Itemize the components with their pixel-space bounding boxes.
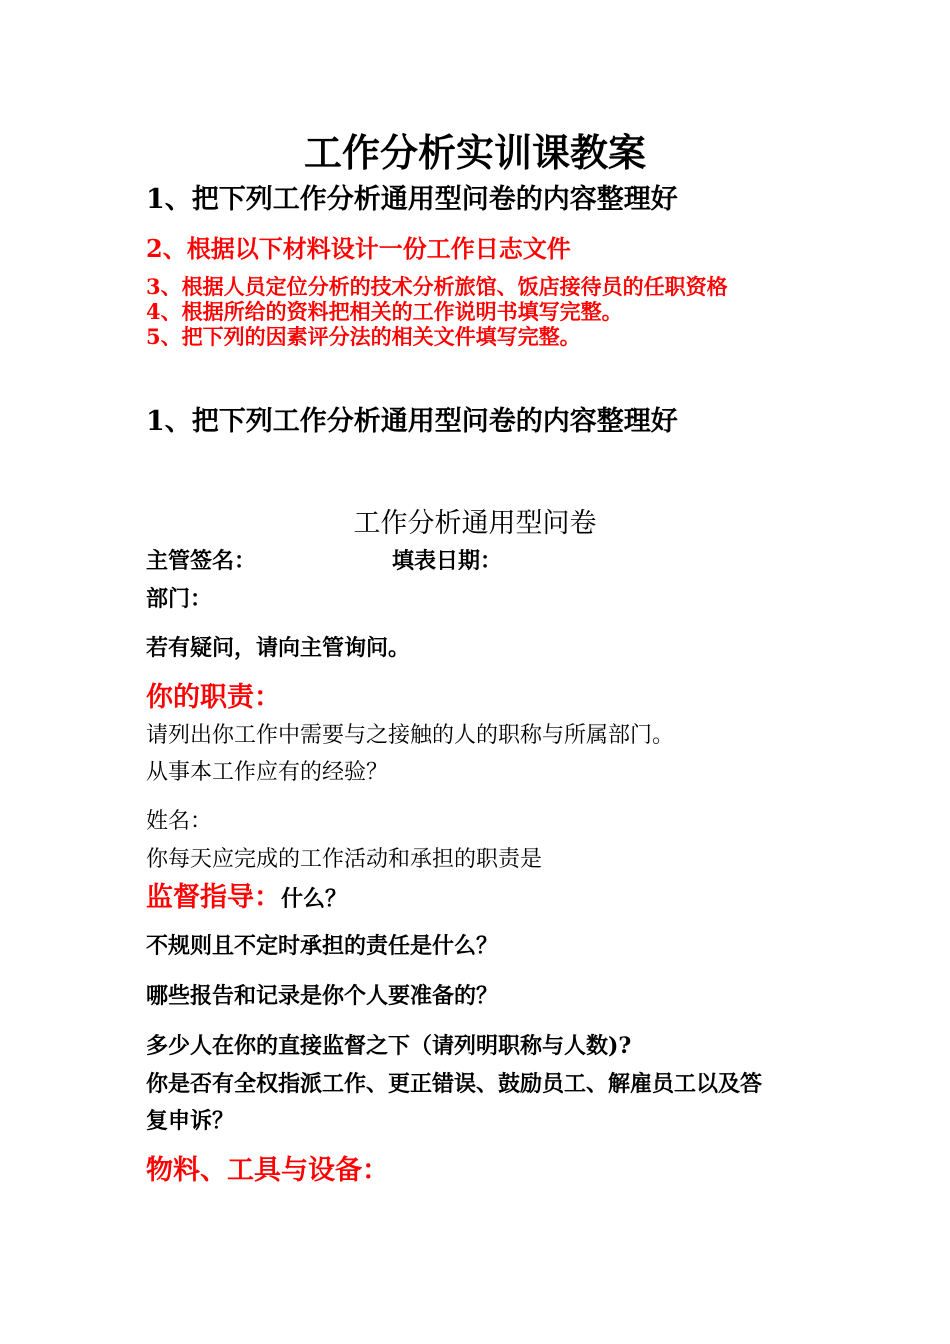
task-1: 1、把下列工作分析通用型问卷的内容整理好 [146, 184, 678, 215]
supervision-line [146, 884, 347, 911]
question-subordinates: 多少人在你的直接监督之下（请列明职称与人数)? [146, 1033, 632, 1059]
question-contacts: 请列出你工作中需要与之接触的人的职称与所属部门。 [146, 723, 675, 748]
task-4: 4、根据所给的资料把相关的工作说明书填写完整。 [146, 299, 623, 324]
question-daily-duties-tail: 什么？ [281, 886, 348, 912]
name-label: 姓名： [146, 809, 213, 834]
question-authority-line1: 你是否有全权指派工作、更正错误、鼓励员工、解雇员工以及答 [146, 1071, 763, 1097]
materials-heading: 物料、工具与设备： [146, 1155, 389, 1186]
document-title: 工作分析实训课教案 [303, 130, 646, 175]
question-daily-duties: 你每天应完成的工作活动和承担的职责是 [146, 847, 543, 872]
supervision-heading: 监督指导： [146, 882, 281, 913]
questionnaire-title: 工作分析通用型问卷 [353, 508, 597, 539]
supervisor-sign-label: 主管签名： [146, 548, 257, 574]
task-5: 5、把下列的因素评分法的相关文件填写完整。 [146, 324, 581, 349]
note-text: 若有疑问，请向主管询问。 [146, 635, 411, 661]
question-experience: 从事本工作应有的经验？ [146, 760, 389, 785]
task-2: 2、根据以下材料设计一份工作日志文件 [146, 234, 571, 263]
question-irregular: 不规则且不定时承担的责任是什么？ [146, 933, 499, 959]
section-heading: 1、把下列工作分析通用型问卷的内容整理好 [146, 406, 678, 437]
task-3: 3、根据人员定位分析的技术分析旅馆、饭店接待员的任职资格 [146, 274, 728, 299]
department-label: 部门： [146, 586, 213, 612]
duties-heading: 你的职责： [146, 682, 281, 713]
question-authority-line2: 复申诉？ [146, 1108, 235, 1134]
fill-date-label: 填表日期： [392, 548, 503, 574]
question-reports: 哪些报告和记录是你个人要准备的？ [146, 983, 499, 1009]
